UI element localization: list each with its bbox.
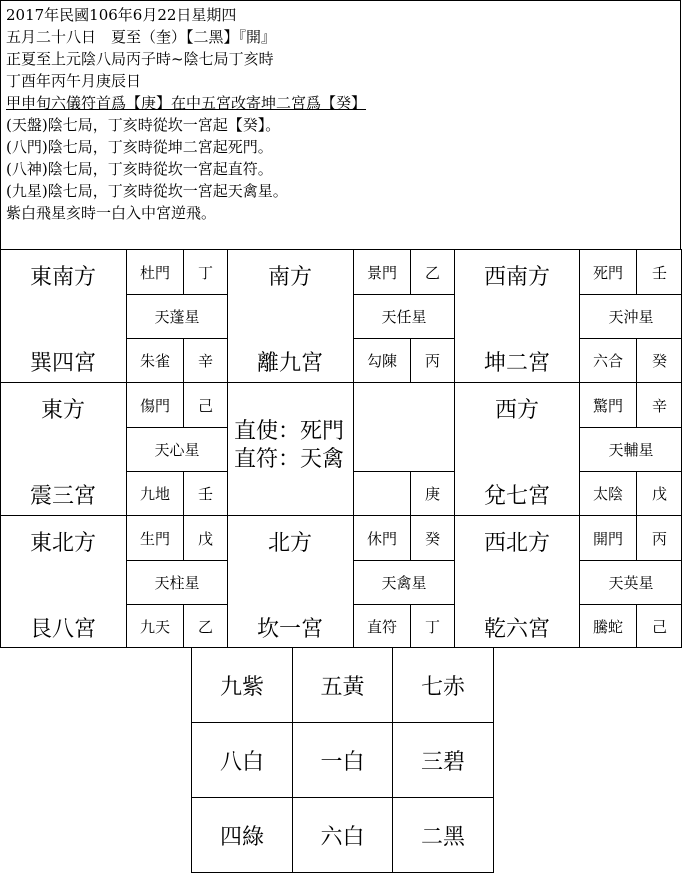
palace-n-door-stem: 癸 — [424, 530, 440, 548]
palace-w-name: 兌七宮 — [483, 484, 550, 509]
flying-star-cell: 八白 — [219, 750, 264, 775]
center-zhifu: 直符：天禽 — [234, 447, 345, 472]
palace-w-star: 天輔星 — [608, 441, 654, 459]
palace-e-god: 九地 — [139, 485, 170, 503]
palace-se-door: 杜門 — [139, 264, 170, 282]
palace-e-god-stem: 壬 — [197, 485, 213, 503]
palace-s-god: 勾陳 — [366, 352, 397, 370]
flying-star-cell: 四綠 — [219, 825, 264, 850]
palace-s-direction: 南方 — [267, 265, 312, 290]
palace-w-god-stem: 戊 — [651, 485, 667, 503]
palace-sw-door-stem: 壬 — [651, 264, 667, 282]
palace-n-god-stem: 丁 — [424, 618, 440, 636]
qimen-grid — [0, 249, 682, 647]
palace-se-direction: 東南方 — [29, 265, 96, 290]
flying-star-cell: 七赤 — [420, 675, 465, 700]
palace-ne-direction: 東北方 — [29, 531, 96, 556]
palace-ne-star: 天柱星 — [154, 574, 200, 592]
palace-ne-door-stem: 戊 — [197, 530, 213, 548]
palace-w-direction: 西方 — [494, 398, 539, 423]
palace-s-door: 景門 — [366, 264, 397, 282]
center-zhishi: 直使：死門 — [234, 419, 345, 444]
palace-n-star: 天禽星 — [381, 574, 427, 592]
palace-sw-door: 死門 — [592, 264, 623, 282]
palace-n-name: 坎一宮 — [256, 617, 323, 642]
palace-ne-god: 九天 — [139, 618, 170, 636]
flying-star-cell: 三碧 — [420, 750, 465, 775]
header-line-jiuxing: (九星)陰七局，丁亥時從坎一宮起天禽星。 — [6, 182, 288, 200]
header-line-bashen: (八神)陰七局，丁亥時從坎一宮起直符。 — [6, 160, 273, 178]
palace-e-direction: 東方 — [40, 398, 85, 423]
palace-e-door: 傷門 — [139, 397, 170, 415]
palace-s-god-stem: 丙 — [424, 352, 440, 370]
palace-sw-direction: 西南方 — [483, 265, 550, 290]
palace-s-door-stem: 乙 — [424, 264, 440, 282]
flying-star-cell: 一白 — [320, 750, 365, 775]
palace-w-door: 驚門 — [592, 397, 623, 415]
palace-nw-name: 乾六宮 — [483, 617, 550, 642]
palace-s-name: 離九宮 — [256, 351, 323, 376]
palace-ne-god-stem: 乙 — [197, 618, 213, 636]
flying-star-grid — [191, 647, 494, 873]
center-stem: 庚 — [424, 485, 440, 503]
header-line-bamen: (八門)陰七局，丁亥時從坤二宮起死門。 — [6, 138, 273, 156]
palace-se-star: 天蓬星 — [154, 308, 200, 326]
palace-n-direction: 北方 — [267, 531, 312, 556]
palace-se-god-stem: 辛 — [197, 352, 213, 370]
palace-e-star: 天心星 — [154, 441, 200, 459]
flying-star-cell: 九紫 — [219, 675, 264, 700]
palace-n-god: 直符 — [366, 618, 397, 636]
palace-ne-door: 生門 — [139, 530, 170, 548]
palace-n-door: 休門 — [366, 530, 397, 548]
palace-w-door-stem: 辛 — [651, 397, 667, 415]
palace-sw-star: 天沖星 — [608, 308, 654, 326]
flying-star-cell: 二黑 — [420, 825, 465, 850]
header-line-xun: 甲申旬六儀符首爲【庚】在中五宮改寄坤二宮爲【癸】 — [6, 94, 367, 112]
palace-sw-name: 坤二宮 — [483, 351, 550, 376]
palace-e-name: 震三宮 — [29, 484, 96, 509]
flying-star-cell: 五黃 — [320, 675, 365, 700]
palace-nw-god: 騰蛇 — [592, 618, 623, 636]
palace-e-door-stem: 己 — [197, 397, 213, 415]
header-line-ganzhi: 丁酉年丙午月庚辰日 — [6, 72, 142, 90]
header-line-zibai: 紫白飛星亥時一白入中宮逆飛。 — [6, 204, 217, 222]
palace-se-door-stem: 丁 — [197, 264, 213, 282]
palace-nw-door: 開門 — [592, 530, 623, 548]
header-line-lunar: 五月二十八日 夏至（奎）【二黑】『開』 — [6, 28, 277, 46]
palace-nw-door-stem: 丙 — [651, 530, 667, 548]
palace-sw-god-stem: 癸 — [651, 352, 667, 370]
header-line-date: 2017年民國106年6月22日星期四 — [6, 6, 237, 24]
palace-nw-direction: 西北方 — [483, 531, 550, 556]
flying-star-cell: 六白 — [320, 825, 365, 850]
palace-se-name: 巽四宮 — [29, 351, 96, 376]
palace-se-god: 朱雀 — [139, 352, 170, 370]
palace-sw-god: 六合 — [592, 352, 623, 370]
header-box — [0, 0, 681, 250]
palace-w-god: 太陰 — [592, 485, 623, 503]
header-line-ju: 正夏至上元陰八局丙子時~陰七局丁亥時 — [6, 50, 274, 68]
palace-s-star: 天任星 — [381, 308, 427, 326]
header-line-tianpan: (天盤)陰七局，丁亥時從坎一宮起【癸】。 — [6, 116, 281, 134]
palace-ne-name: 艮八宮 — [29, 617, 96, 642]
palace-nw-god-stem: 己 — [651, 618, 667, 636]
palace-nw-star: 天英星 — [608, 574, 654, 592]
